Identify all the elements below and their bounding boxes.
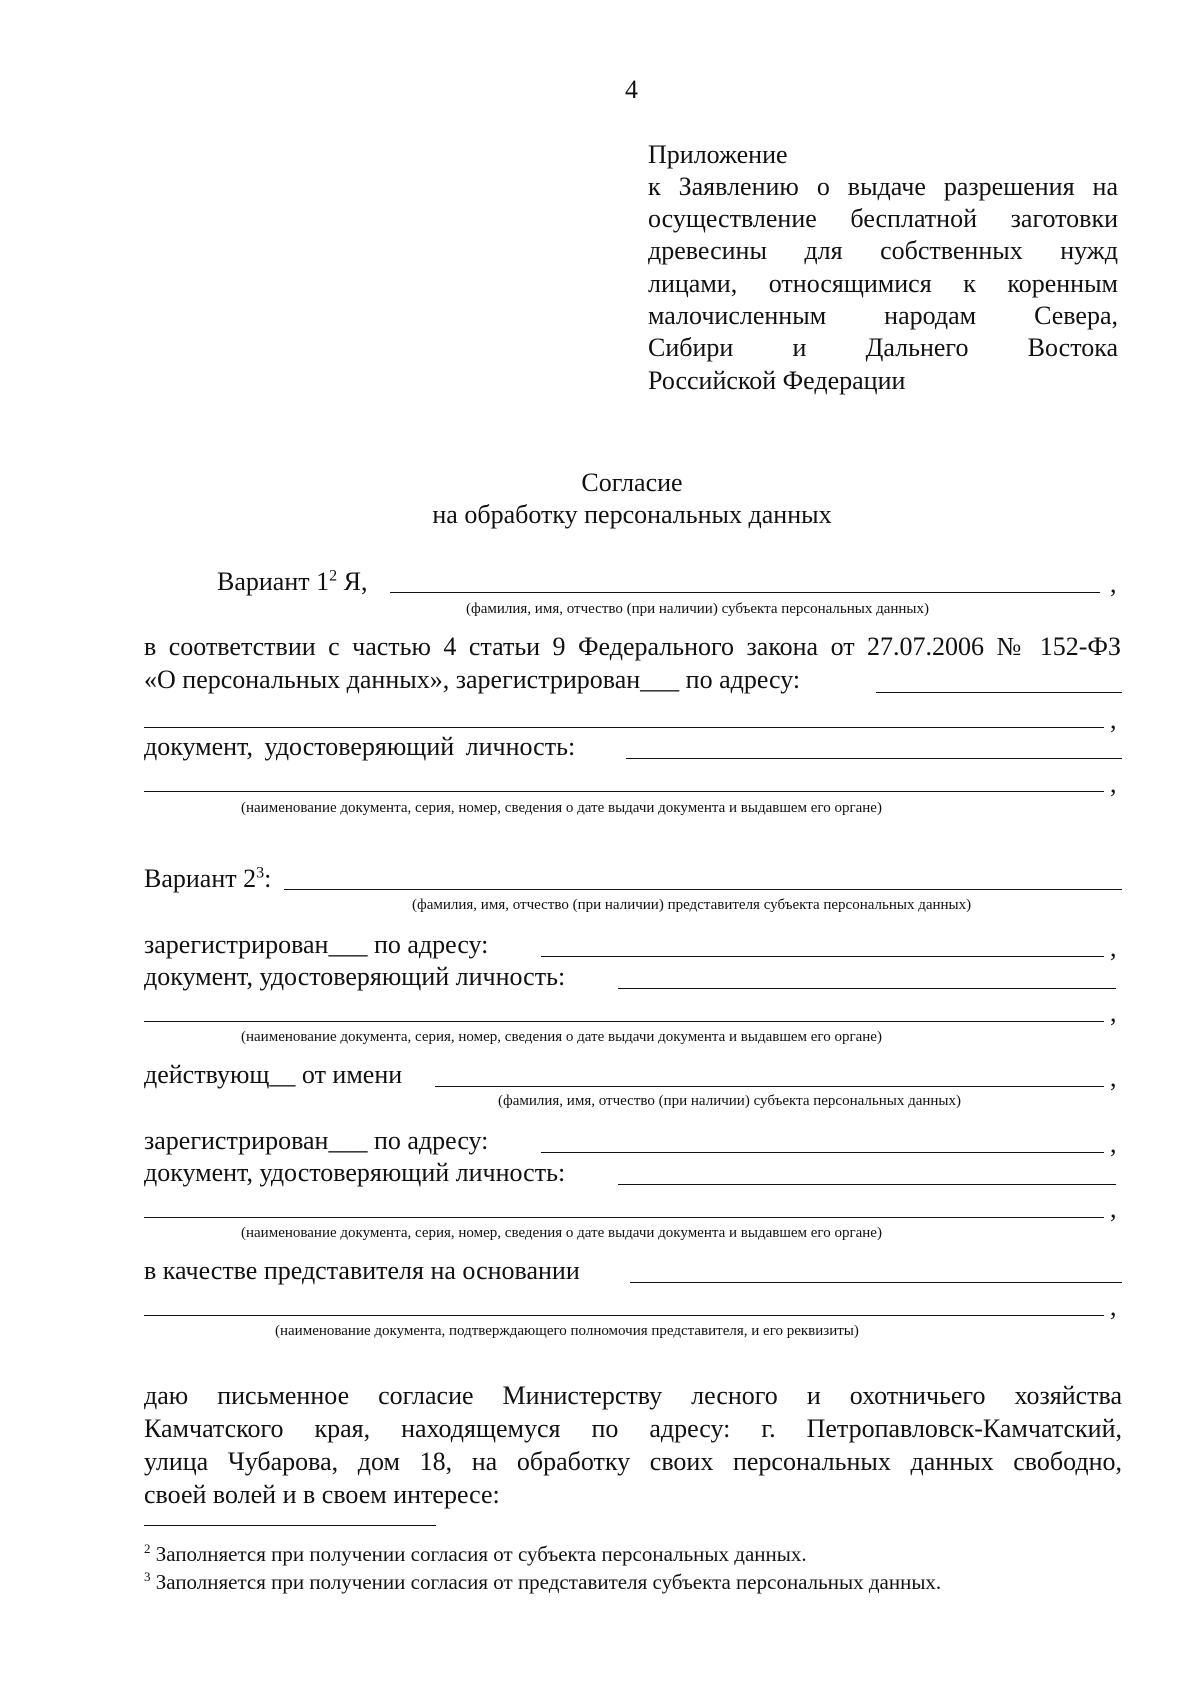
appendix-line: лицами, относящимися к коренным (648, 269, 1118, 298)
rep-id-document-field-cont[interactable] (144, 1021, 1104, 1022)
acting-label: действующ__ от имени (144, 1060, 403, 1089)
appendix-line: древесины для собственных нужд (648, 236, 1118, 265)
id-document-field[interactable] (626, 758, 1122, 759)
hint-document: (наименование документа, серия, номер, сведения о дате выдачи документа и выдавшем его органе) (241, 800, 882, 816)
appendix-title: Приложение (648, 140, 788, 169)
subject-address-field[interactable] (541, 1152, 1104, 1153)
comma: , (1110, 569, 1117, 598)
address-field-cont[interactable] (144, 727, 1104, 728)
hint-rep-document: (наименование документа, серия, номер, сведения о дате выдачи документа и выдавшем его органе) (241, 1029, 882, 1045)
footnote: $^3$ Заполняется при получении согласия от представителя субъекта персональных данных. (144, 1569, 942, 1594)
subject-doc-label: документ, удостоверяющий личность: (144, 1158, 566, 1187)
comma: , (1110, 1194, 1117, 1223)
subject-id-document-field[interactable] (618, 1184, 1116, 1185)
consent-subheading: на обработку персональных данных (432, 500, 832, 529)
variant1-label: Вариант $1^2$ Я, (217, 567, 368, 596)
acting-for-name-field[interactable] (435, 1086, 1104, 1087)
rep-doc-label: документ, удостоверяющий личность: (144, 962, 566, 991)
comma: , (1110, 1129, 1117, 1158)
comma: , (1110, 933, 1117, 962)
consent-text-line: даю письменное согласие Министерству лесного и охотничьего хозяйства (144, 1381, 1122, 1410)
id-document-field-cont[interactable] (144, 791, 1104, 792)
law-reference-line2: «О персональных данных», зарегистрирован___ по адресу: (144, 665, 801, 694)
basis-document-field[interactable] (630, 1282, 1122, 1283)
subject-id-document-field-cont[interactable] (144, 1217, 1104, 1218)
hint-basis: (наименование документа, подтверждающего полномочия представителя, и его реквизиты) (275, 1323, 859, 1339)
comma: , (1110, 1292, 1117, 1321)
comma: , (1110, 998, 1117, 1027)
appendix-line: к Заявлению о выдаче разрешения на (648, 172, 1118, 201)
consent-heading: Согласие (581, 468, 683, 497)
appendix-line: осуществление бесплатной заготовки (648, 204, 1118, 233)
hint-subject-name-2: (фамилия, имя, отчество (при наличии) субъекта персональных данных) (498, 1093, 962, 1109)
address-field[interactable] (876, 692, 1122, 693)
rep-reg-label: зарегистрирован___ по адресу: (144, 930, 489, 959)
subject-name-field[interactable] (390, 592, 1100, 593)
representative-name-field[interactable] (284, 889, 1122, 890)
consent-text-line: Камчатского края, находящемуся по адресу: г. Петропавловск-Камчатский, (144, 1414, 1122, 1443)
hint-subject-name: (фамилия, имя, отчество (при наличии) субъекта персональных данных) (466, 601, 930, 617)
comma: , (1110, 705, 1117, 734)
appendix-line: Сибири и Дальнего Востока (648, 333, 1118, 362)
consent-text-line: своей волей и в своем интересе: (144, 1480, 500, 1509)
consent-text-line: улица Чубарова, дом 18, на обработку своих персональных данных свободно, (144, 1447, 1122, 1476)
comma: , (1110, 1063, 1117, 1092)
rep-address-field[interactable] (541, 956, 1104, 957)
footnote-separator (144, 1525, 436, 1526)
variant2-label: Вариант $2^3$: (144, 864, 272, 893)
appendix-line: Российской Федерации (648, 366, 906, 395)
law-reference-line: в соответствии с частью 4 статьи 9 Федерального закона от 27.07.2006 № 152-ФЗ (144, 632, 1121, 661)
basis-document-field-cont[interactable] (144, 1315, 1104, 1316)
rep-id-document-field[interactable] (618, 988, 1116, 989)
page-number: 4 (625, 75, 638, 104)
doc-label: документ, удостоверяющий личность: (144, 732, 576, 761)
appendix-line: малочисленным народам Севера, (648, 301, 1118, 330)
hint-subject-document: (наименование документа, серия, номер, сведения о дате выдачи документа и выдавшем его органе) (241, 1225, 882, 1241)
basis-label: в качестве представителя на основании (144, 1256, 580, 1285)
comma: , (1110, 769, 1117, 798)
hint-representative-name: (фамилия, имя, отчество (при наличии) представителя субъекта персональных данных) (412, 897, 972, 913)
subject-reg-label: зарегистрирован___ по адресу: (144, 1126, 489, 1155)
footnote: $^2$ Заполняется при получении согласия от субъекта персональных данных. (144, 1541, 807, 1566)
